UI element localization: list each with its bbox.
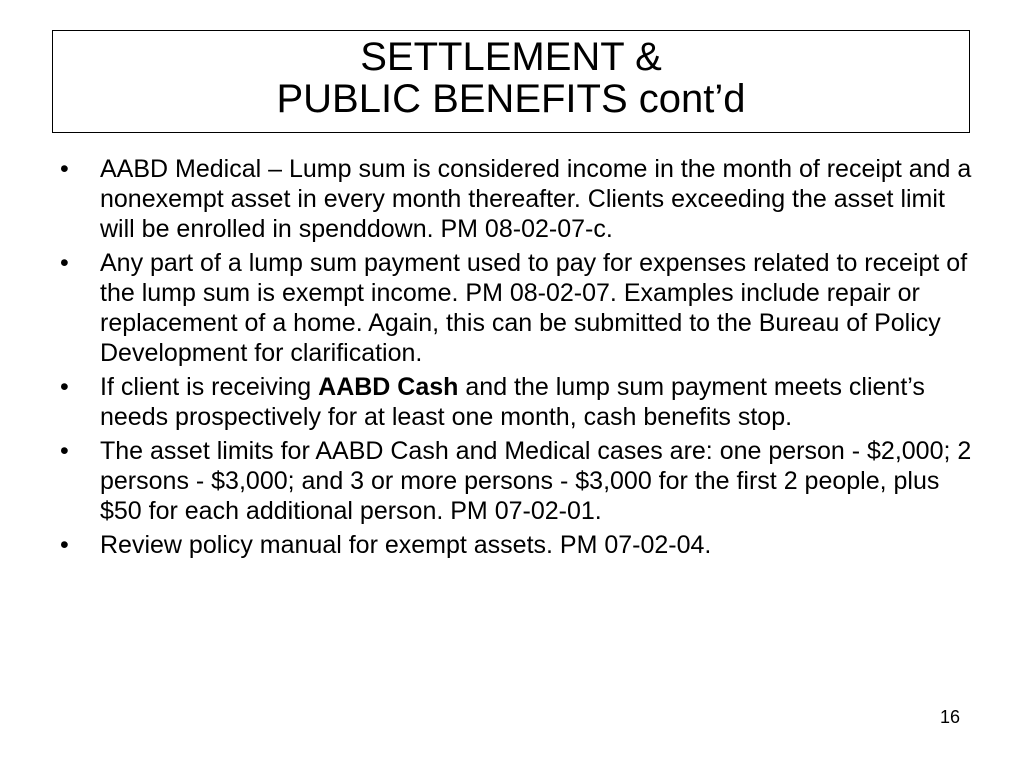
- bullet-item-aabd-medical: [56, 154, 976, 244]
- bullet-text-after: and the lump sum payment meets client’s needs prospectively for at least one month, cash benefits stop.: [100, 373, 925, 431]
- bullet-text-before: If client is receiving: [100, 373, 319, 401]
- bullet-text: Any part of a lump sum payment used to pay for expenses related to receipt of the lump sum is exempt income. PM 08-02-07. Examples include repair or replacement of a home. Again, this can be submitted to the Bureau of Policy Development for clarification.: [100, 249, 968, 367]
- bullet-text: AABD Medical – Lump sum is considered income in the month of receipt and a nonexempt asset in every month thereafter. Clients exceeding the asset limit will be enrolled in spenddown. PM 08-02-07-c.: [100, 155, 972, 243]
- bullet-icon: •: [60, 249, 69, 277]
- bullet-text: Review policy manual for exempt assets. PM 07-02-04.: [100, 531, 712, 559]
- slide-title-line-2: PUBLIC BENEFITS cont’d: [276, 77, 746, 121]
- bullet-icon: •: [60, 531, 69, 559]
- bullet-item-asset-limits: [56, 436, 976, 526]
- bullet-item-aabd-cash: [56, 372, 976, 432]
- bullet-icon: •: [60, 373, 69, 401]
- bullet-list: [56, 154, 976, 564]
- bullet-item-policy-manual: [56, 530, 976, 560]
- page-number: 16: [940, 707, 961, 727]
- bullet-icon: •: [60, 437, 69, 465]
- bullet-text: The asset limits for AABD Cash and Medical cases are: one person - $2,000; 2 persons - $3,000; and 3 or more persons - $3,000 for the first 2 people, plus $50 for each additional person. PM 07-02-01.: [100, 437, 972, 525]
- slide-title-box: [52, 30, 970, 133]
- bullet-item-exempt-income: [56, 248, 976, 368]
- slide-title-line-1: SETTLEMENT &: [360, 35, 662, 79]
- bullet-icon: •: [60, 155, 69, 183]
- bullet-text-bold: AABD Cash: [318, 373, 459, 401]
